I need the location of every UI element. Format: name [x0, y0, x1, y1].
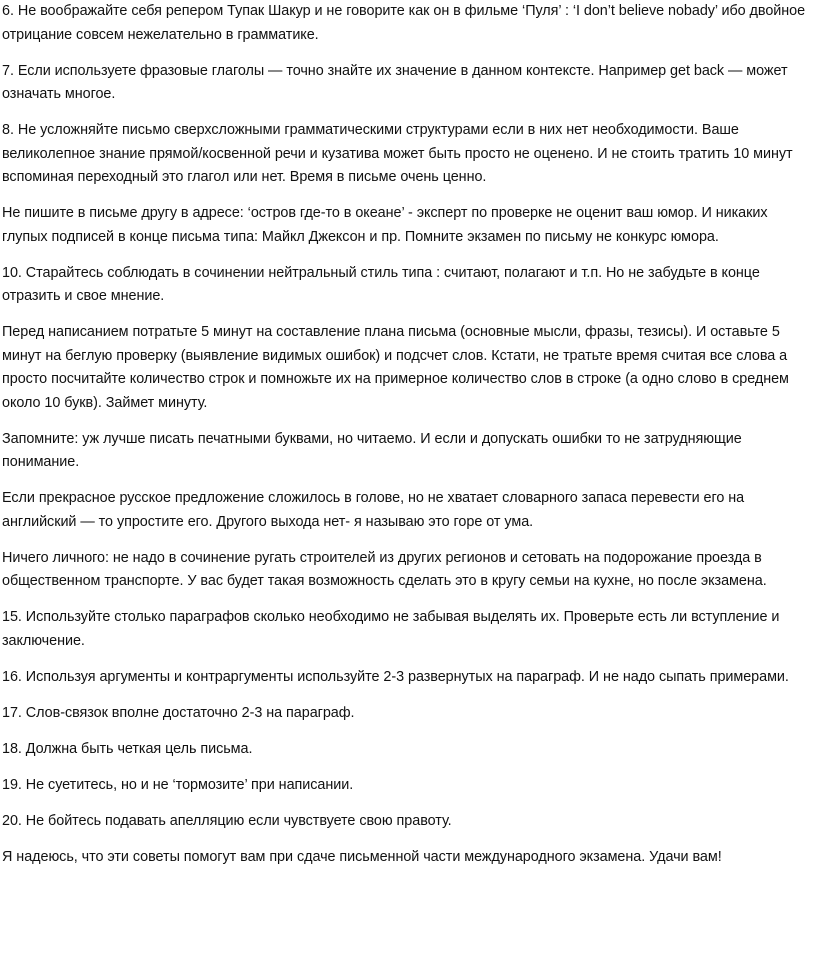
paragraph-simplify-advice: Если прекрасное русское предложение сложилось в голове, но не хватает словарного запаса перевести его на английский — то упростите его. Другого выхода нет- я называю это горе от ума.	[2, 490, 745, 530]
paragraph-closing: Я надеюсь, что эти советы помогут вам при сдаче письменной части международного экзамена. Удачи вам!	[2, 848, 722, 865]
paragraph-tip-16: 16. Используя аргументы и контраргументы используйте 2-3 развернутых на параграф. И не надо сыпать примерами.	[2, 668, 789, 685]
paragraph-tip-10: 10. Старайтесь соблюдать в сочинении нейтральный стиль типа : считают, полагают и т.п. Но не забудьте в конце отразить и свое мнение.	[2, 264, 760, 304]
document-body	[2, 0, 814, 882]
paragraph-tip-18: 18. Должна быть четкая цель письма.	[2, 740, 253, 757]
paragraph-tip-19: 19. Не суетитесь, но и не ‘тормозите’ при написании.	[2, 776, 354, 793]
paragraph-tip-7: 7. Если используете фразовые глаголы — точно знайте их значение в данном контексте. Например get back — может означать многое.	[2, 62, 788, 102]
paragraph-tip-17: 17. Слов-связок вполне достаточно 2-3 на параграф.	[2, 704, 355, 721]
paragraph-tip-8: 8. Не усложняйте письмо сверхсложными грамматическими структурами если в них нет необходимости. Ваше великолепное знание прямой/косвенной речи и кузатива может быть просто не оценено. И не стоить тратить 10 минут вспоминая переходный это глагол или нет. Время в письме очень ценно.	[2, 122, 793, 185]
paragraph-handwriting-advice: Запомните: уж лучше писать печатными буквами, но читаемо. И если и допускать ошибки то не затрудняющие понимание.	[2, 430, 742, 470]
paragraph-address-advice: Не пишите в письме другу в адресе: ‘остров где-то в океане’ - эксперт по проверке не оценит ваш юмор. И никаких глупых подписей в конце письма типа: Майкл Джексон и пр. Помните экзамен по письму не конкурс юмора.	[2, 205, 768, 245]
paragraph-tip-6: 6. Не воображайте себя репером Тупак Шакур и не говорите как он в фильме ‘Пуля’ : ‘I don’t believe nobady’ ибо двойное отрицание совсем нежелательно в грамматике.	[2, 3, 806, 43]
paragraph-tip-20: 20. Не бойтесь подавать апелляцию если чувствуете свою правоту.	[2, 812, 452, 829]
paragraph-nothing-personal: Ничего личного: не надо в сочинение ругать строителей из других регионов и сетовать на подорожание проезда в общественном транспорте. У вас будет такая возможность сделать это в кругу семьи на кухне, но после экзамена.	[2, 549, 767, 589]
paragraph-planning-advice: Перед написанием потратьте 5 минут на составление плана письма (основные мысли, фразы, тезисы). И оставьте 5 минут на беглую проверку (выявление видимых ошибок) и подсчет слов. Кстати, не тратьте время считая все слова а просто посчитайте количество строк и помножьте их на примерное количество слов в строке (а одно слово в среднем около 10 букв). Займет минуту.	[2, 324, 789, 411]
paragraph-tip-15: 15. Используйте столько параграфов сколько необходимо не забывая выделять их. Проверьте есть ли вступление и заключение.	[2, 609, 780, 649]
